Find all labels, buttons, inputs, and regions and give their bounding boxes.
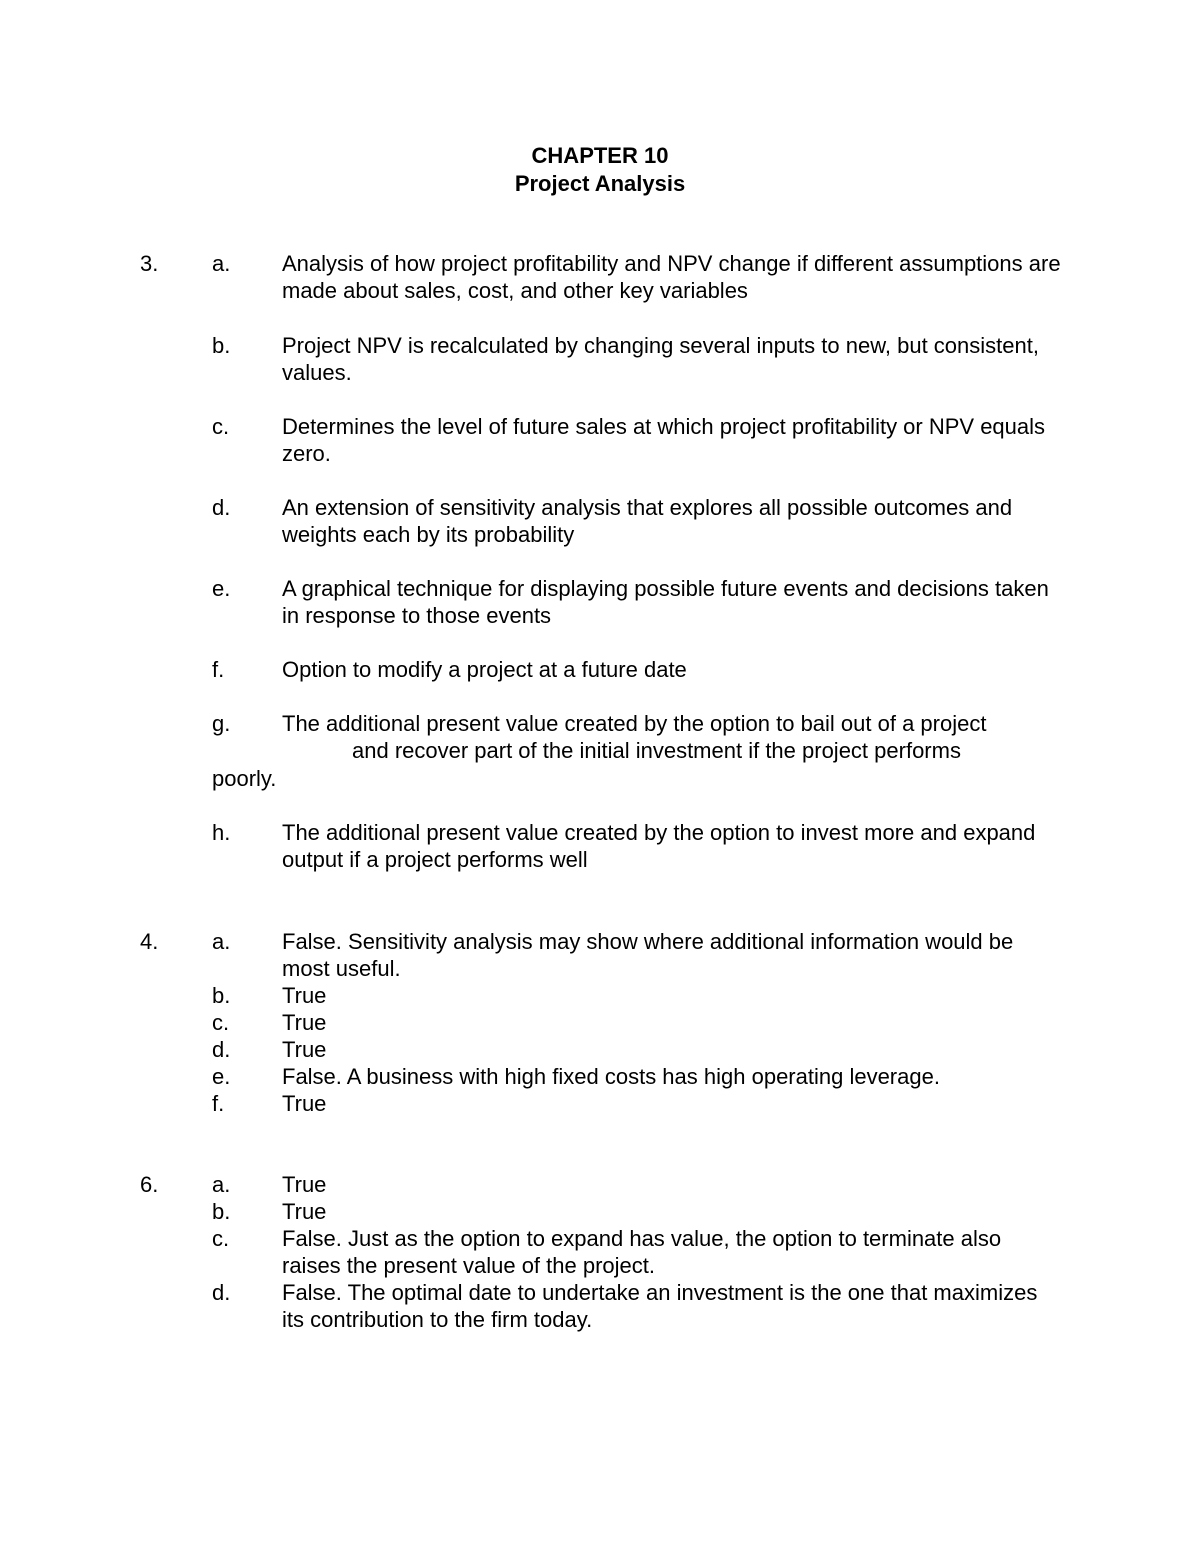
answer-letter: d. xyxy=(212,495,231,520)
answer-letter: g. xyxy=(212,711,231,736)
answer-text: An extension of sensitivity analysis that explores all possible outcomes and weights each by its probability xyxy=(282,495,1013,547)
answer-text: Option to modify a project at a future date xyxy=(282,657,687,682)
answer-text: True xyxy=(282,1010,327,1035)
answer-text-line: The additional present value created by the option to bail out of a project xyxy=(282,711,987,736)
answer-text: Project NPV is recalculated by changing several inputs to new, but consistent, values. xyxy=(282,333,1039,385)
answer-letter: d. xyxy=(212,1037,231,1062)
answer-text: A graphical technique for displaying possible future events and decisions taken in response to those events xyxy=(282,576,1049,628)
answer-letter: a. xyxy=(212,251,231,276)
answer-text: True xyxy=(282,1199,327,1224)
chapter-title: CHAPTER 10 xyxy=(531,143,669,168)
answer-text-line: poorly. xyxy=(212,766,277,791)
question-number: 6. xyxy=(140,1172,159,1197)
answer-text: Determines the level of future sales at which project profitability or NPV equals zero. xyxy=(282,414,1046,466)
answer-letter: a. xyxy=(212,929,231,954)
answer-letter: c. xyxy=(212,1010,230,1035)
answer-text: False. A business with high fixed costs has high operating leverage. xyxy=(282,1064,940,1089)
answer-text: True xyxy=(282,1172,327,1197)
answer-text: True xyxy=(282,1037,327,1062)
answer-letter: f. xyxy=(212,1091,225,1116)
answer-text-line: and recover part of the initial investment if the project performs xyxy=(352,738,961,763)
answer-letter: h. xyxy=(212,820,231,845)
answer-text: False. Just as the option to expand has value, the option to terminate also raises the present value of the project. xyxy=(282,1226,1002,1278)
answer-text: The additional present value created by the option to invest more and expand output if a project performs well xyxy=(282,820,1036,872)
answer-letter: b. xyxy=(212,1199,231,1224)
answer-letter: d. xyxy=(212,1280,231,1305)
answer-text: False. The optimal date to undertake an investment is the one that maximizes its contribution to the firm today. xyxy=(282,1280,1038,1332)
answer-letter: b. xyxy=(212,983,231,1008)
question-number: 3. xyxy=(140,251,159,276)
answer-letter: e. xyxy=(212,576,231,601)
answer-letter: e. xyxy=(212,1064,231,1089)
answer-text: Analysis of how project profitability and NPV change if different assumptions are made about sales, cost, and other key variables xyxy=(282,251,1061,303)
answer-text: False. Sensitivity analysis may show where additional information would be most useful. xyxy=(282,929,1014,981)
answer-letter: a. xyxy=(212,1172,231,1197)
answer-letter: f. xyxy=(212,657,225,682)
chapter-subtitle: Project Analysis xyxy=(514,171,686,196)
question-number: 4. xyxy=(140,929,159,954)
answer-letter: b. xyxy=(212,333,231,358)
answer-text: True xyxy=(282,1091,327,1116)
answer-letter: c. xyxy=(212,1226,230,1251)
answer-letter: c. xyxy=(212,414,230,439)
answer-text: True xyxy=(282,983,327,1008)
